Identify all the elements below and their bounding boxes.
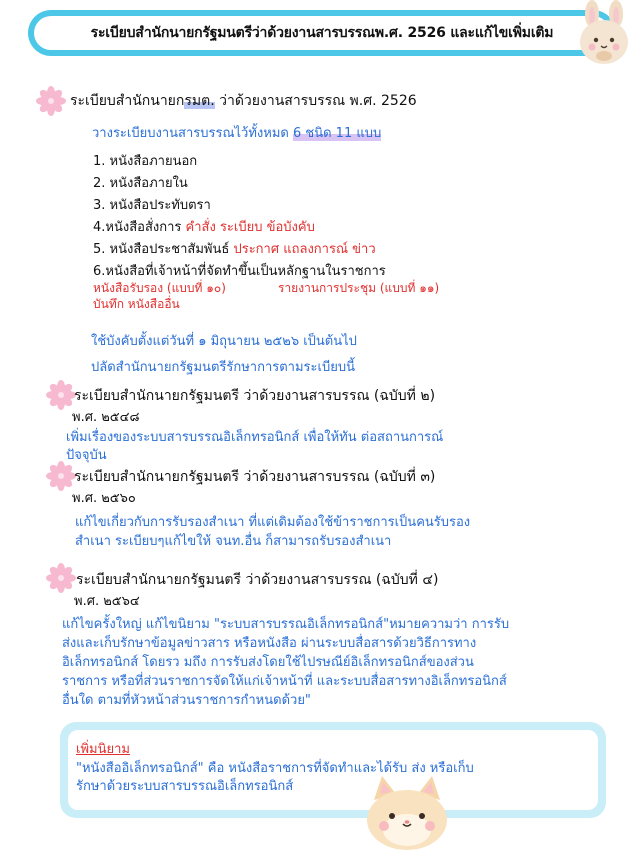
section4-year: พ.ศ. ๒๕๖๔ <box>74 594 140 609</box>
section4-desc: อิเล็กทรอนิกส์ โดยรว มถึง การรับส่งโดยใช้ไปรษณีย์อิเล็กทรอนิกส์ของส่วน <box>62 655 474 670</box>
section2-desc: เพิ่มเรื่องของระบบสารบรรณอิเล็กทรอนิกส์ เพื่อให้ทัน ต่อสถานการณ์ <box>66 430 444 445</box>
list-item: 5. หนังสือประชาสัมพันธ์ ประกาศ แถลงการณ์ ข่าว <box>93 242 376 257</box>
section2-heading: ระเบียบสำนักนายกรัฐมนตรี ว่าด้วยงานสารบรรณ (ฉบับที่ ๒) <box>74 388 436 404</box>
section1-heading: ระเบียบสำนักนายกรมต. ว่าด้วยงานสารบรรณ พ.ศ. 2526 <box>70 93 417 109</box>
section4-desc: อื่นใด ตามที่หัวหน้าส่วนราชการกำหนดด้วย" <box>62 693 311 708</box>
flower-icon <box>36 86 66 116</box>
list-item: 3. หนังสือประทับตรา <box>93 198 211 213</box>
sub-type-meeting-report: รายงานการประชุม (แบบที่ ๑๑) <box>278 281 440 295</box>
section4-desc: ส่งและเก็บรักษาข้อมูลข่าวสาร หรือหนังสือ ผ่านระบบสื่อสารด้วยวิธีการทาง <box>62 636 477 651</box>
section3-heading: ระเบียบสำนักนายกรัฐมนตรี ว่าด้วยงานสารบรรณ (ฉบับที่ ๓) <box>74 469 436 485</box>
page-title: ระเบียบสำนักนายกรัฐมนตรีว่าด้วยงานสารบรรณพ.ศ. 2526 และแก้ไขเพิ่มเติม <box>90 25 554 41</box>
list-item: 4.หนังสือสั่งการ คำสั่ง ระเบียบ ข้อบังคับ <box>93 220 315 235</box>
section4-desc: แก้ไขครั้งใหญ่ แก้ไขนิยาม "ระบบสารบรรณอิเล็กทรอนิกส์"หมายความว่า การรับ <box>62 617 510 632</box>
list-item: 1. หนังสือภายนอก <box>93 154 198 169</box>
note-body: "หนังสืออิเล็กทรอนิกส์" คือ หนังสือราชการที่จัดทำและได้รับ ส่ง หรือเก็บ <box>76 761 474 776</box>
cat-sticker-icon <box>352 770 462 852</box>
note-body: รักษาด้วยระบบสารบรรณอิเล็กทรอนิกส์ <box>76 779 294 794</box>
section3-desc: แก้ไขเกี่ยวกับการรับรองสำเนา ที่แต่เดิมต้องใช้ข้าราชการเป็นคนรับรอง <box>75 515 471 530</box>
section1-intro: วางระเบียบงานสารบรรณไว้ทั้งหมด 6 ชนิด 11 แบบ <box>92 126 382 141</box>
definition-note-box <box>60 722 606 818</box>
enforcement-owner: ปลัดสำนักนายกรัฐมนตรีรักษาการตามระเบียบนี้ <box>91 360 355 375</box>
section4-desc: ราชการ หรือที่ส่วนราชการจัดให้แก่เจ้าหน้าที่ และระบบสื่อสารทางอิเล็กทรอนิกส์ <box>62 674 507 689</box>
section4-heading: ระเบียบสำนักนายกรัฐมนตรี ว่าด้วยงานสารบรรณ (ฉบับที่ ๔) <box>76 572 439 588</box>
note-title: เพิ่มนิยาม <box>76 742 130 757</box>
effective-date: ใช้บังคับตั้งแต่วันที่ ๑ มิถุนายน ๒๕๒๖ เป็นต้นไป <box>91 334 357 349</box>
sub-type-certificate: หนังสือรับรอง (แบบที่ ๑๐) <box>93 281 226 295</box>
section3-year: พ.ศ. ๒๕๖๐ <box>72 491 136 506</box>
bunny-sticker-icon <box>572 0 636 70</box>
title-banner <box>28 10 616 56</box>
list-item: 6.หนังสือที่เจ้าหน้าที่จัดทำขึ้นเป็นหลักฐานในราชการ <box>93 264 386 279</box>
sub-type-memo: บันทึก หนังสืออื่น <box>93 297 180 311</box>
section2-desc: ปัจจุบัน <box>66 448 107 463</box>
section3-desc: สำเนา ระเบียบๆแก้ไขให้ จนท.อื่น ก็สามารถรับรองสำเนา <box>75 534 392 549</box>
section2-year: พ.ศ. ๒๕๔๘ <box>72 410 140 425</box>
flower-icon <box>46 563 76 593</box>
list-item: 2. หนังสือภายใน <box>93 176 188 191</box>
